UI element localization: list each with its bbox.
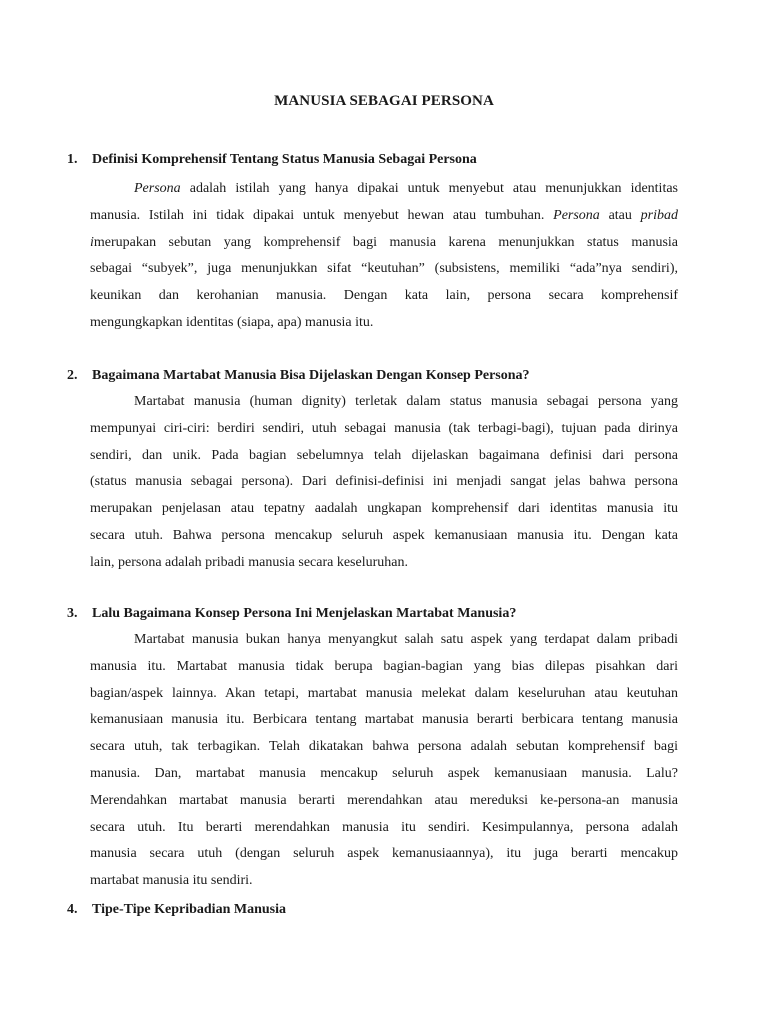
- section-title: Bagaimana Martabat Manusia Bisa Dijelaskan Dengan Konsep Persona?: [92, 368, 530, 383]
- paragraph-line: [90, 841, 678, 868]
- section-title: Lalu Bagaimana Konsep Persona Ini Menjelaskan Martabat Manusia?: [92, 606, 517, 621]
- text-run: martabat manusia itu sendiri.: [90, 873, 253, 889]
- text-run: merupakan sebutan yang komprehensif bagi manusia karena menunjukkan status manusia: [93, 234, 678, 250]
- paragraph-line: [90, 681, 678, 708]
- text-run: merupakan penjelasan atau tepatny aadalah ungkapan komprehensif dari identitas manusia itu: [90, 501, 678, 517]
- paragraph-line: [90, 868, 678, 895]
- paragraph-line: [90, 283, 678, 310]
- paragraph-line: [90, 203, 678, 230]
- section-number: 4.: [67, 902, 78, 917]
- text-run: manusia. Dan, martabat manusia mencakup seluruh aspek kemanusiaan manusia. Lalu?: [90, 765, 678, 781]
- text-run: keunikan dan kerohanian manusia. Dengan kata lain, persona secara komprehensif: [90, 288, 678, 304]
- section-title: Definisi Komprehensif Tentang Status Manusia Sebagai Persona: [92, 152, 477, 167]
- paragraph-line: [90, 496, 678, 523]
- text-run: manusia itu. Martabat manusia tidak berupa bagian-bagian yang bias dilepas pisahkan dari: [90, 658, 678, 674]
- text-run: Martabat manusia bukan hanya menyangkut salah satu aspek yang terdapat dalam pribadi: [134, 632, 678, 647]
- text-run: manusia secara utuh (dengan seluruh aspek kemanusiaannya), itu juga berarti mencakup: [90, 846, 678, 862]
- text-run: adalah istilah yang hanya dipakai untuk menyebut atau menunjukkan identitas: [180, 181, 678, 196]
- section-2-heading: [67, 368, 530, 384]
- text-run: mengungkapkan identitas (siapa, apa) manusia itu.: [90, 314, 374, 330]
- section-number: 1.: [67, 152, 78, 167]
- paragraph-line: [90, 761, 678, 788]
- text-run: lain, persona adalah pribadi manusia secara keseluruhan.: [90, 554, 408, 570]
- section-title: Tipe-Tipe Kepribadian Manusia: [92, 902, 286, 917]
- section-3-paragraph: [90, 627, 678, 895]
- paragraph-line: [90, 416, 678, 443]
- text-run: Merendahkan martabat manusia berarti merendahkan atau mereduksi ke-persona-an manusia: [90, 792, 678, 808]
- section-number: 3.: [67, 606, 78, 621]
- section-1-heading: [67, 152, 477, 168]
- italic-text: i: [90, 234, 94, 250]
- text-run: secara utuh. Itu berarti merendahkan manusia itu sendiri. Kesimpulannya, persona adalah: [90, 819, 678, 835]
- text-run: bagian/aspek lainnya. Akan tetapi, martabat manusia melekat dalam keseluruhan atau keutuhan: [90, 685, 678, 701]
- text-run: Martabat manusia (human dignity) terletak dalam status manusia sebagai persona yang: [134, 394, 678, 409]
- italic-text: pribad: [640, 207, 678, 223]
- paragraph-line: [90, 654, 678, 681]
- text-run: (status manusia sebagai persona). Dari definisi-definisi ini menjadi sangat jelas bahwa persona: [90, 474, 678, 490]
- text-run: secara utuh, tak terbagikan. Telah dikatakan bahwa persona adalah sebutan komprehensif bagi: [90, 739, 678, 755]
- text-run: kemanusiaan manusia itu. Berbicara tentang martabat manusia berarti berbicara tentang manusia: [90, 712, 678, 728]
- paragraph-line: [90, 788, 678, 815]
- paragraph-line: [90, 550, 678, 577]
- paragraph-line: [90, 256, 678, 283]
- paragraph-line: [90, 627, 678, 654]
- document-title: MANUSIA SEBAGAI PERSONA: [274, 93, 494, 109]
- section-4-heading: [67, 902, 286, 918]
- paragraph-line: [90, 707, 678, 734]
- paragraph-line: [90, 523, 678, 550]
- section-3-heading: [67, 606, 516, 622]
- paragraph-line: [90, 815, 678, 842]
- paragraph-line: [90, 734, 678, 761]
- text-run: secara utuh. Bahwa persona mencakup seluruh aspek kemanusiaan manusia itu. Dengan kata: [90, 527, 678, 543]
- section-2-paragraph: [90, 389, 678, 577]
- paragraph-line: [90, 469, 678, 496]
- italic-text: Persona: [553, 207, 600, 223]
- paragraph-line: [90, 310, 678, 337]
- paragraph-line: [90, 230, 678, 257]
- paragraph-line: [90, 443, 678, 470]
- section-1-paragraph: [90, 176, 678, 337]
- section-number: 2.: [67, 368, 78, 383]
- text-run: sendiri, dan unik. Pada bagian sebelumnya telah dijelaskan bagaimana definisi dari persona: [90, 447, 678, 463]
- text-run: mempunyai ciri-ciri: berdiri sendiri, utuh sebagai manusia (tak terbagi-bagi), tujuan pada dirinya: [90, 420, 678, 436]
- text-run: atau: [599, 207, 641, 223]
- text-run: manusia. Istilah ini tidak dipakai untuk menyebut hewan atau tumbuhan.: [90, 207, 554, 223]
- paragraph-line: [90, 176, 678, 203]
- text-run: sebagai “subyek”, juga menunjukkan sifat “keutuhan” (subsistens, memiliki “ada”nya sendiri),: [90, 261, 678, 277]
- italic-text: Persona: [134, 181, 181, 196]
- paragraph-line: [90, 389, 678, 416]
